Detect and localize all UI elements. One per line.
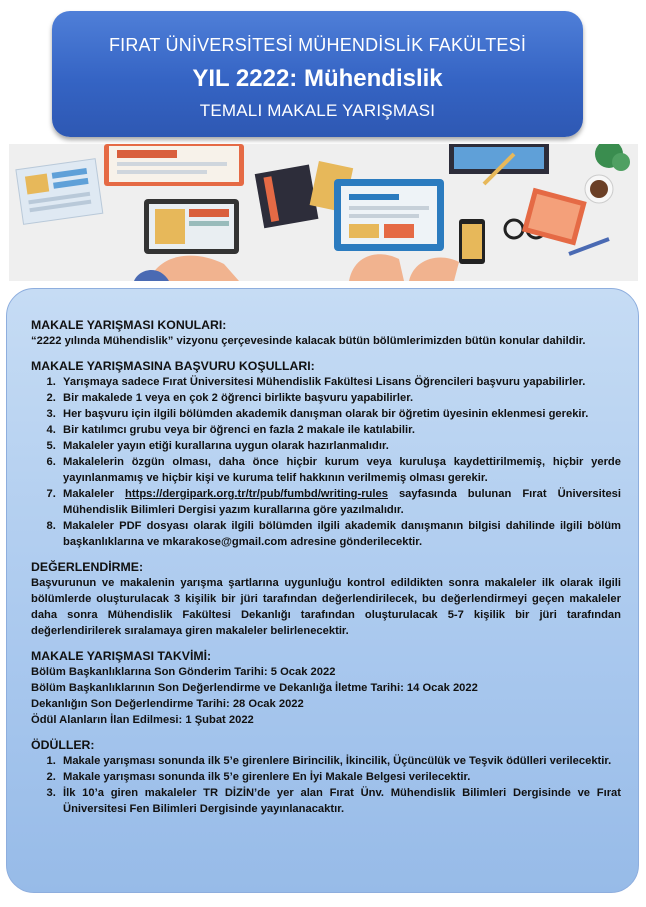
condition-item: 8. Makaleler PDF dosyası olarak ilgili bölümden ilgili akademik danışmanın bilgisi dahilinde ilgili bölüm başkanlıklarına ve mkarakose@gmail.com adresine gönderilecektir. — [59, 518, 621, 550]
topics-heading: MAKALE YARIŞMASI KONULARI: — [31, 318, 227, 332]
competition-theme: YIL 2222: Mühendislik — [192, 65, 443, 92]
announcement-panel — [6, 288, 639, 893]
award-item: 3. İlk 10’a giren makaleler TR DİZİN’de yer alan Fırat Ünv. Mühendislik Bilimleri Dergisinde ve Fırat Üniversitesi Fen Bilimleri Dergisinde yayınlanacaktır. — [59, 785, 621, 817]
condition-item: 5. Makaleler yayın etiği kurallarına uygun olarak hazırlanmalıdır. — [59, 438, 621, 454]
condition-text: sayfasında bulunan Fırat Üniversitesi Mühendislik Bilimleri Dergisi yazım kurallarına göre yazılmalıdır. — [63, 488, 622, 516]
announcement-content — [31, 317, 621, 817]
writing-rules-link[interactable]: https://dergipark.org.tr/tr/pub/fumbd/writing-rules — [125, 488, 388, 500]
awards-heading: ÖDÜLLER: — [31, 738, 95, 752]
workspace-illustration-icon — [9, 144, 638, 281]
header-banner — [52, 11, 583, 137]
evaluation-text: Başvurunun ve makalenin yarışma şartlarına uygunluğu kontrol edildikten sonra makaleler ilk olarak ilgili bölümlerde oluşturulacak 3 kişilik bir jüri tarafından değerlendirilecek, bu değerlendirmeyi geçen makaleler daha sonra Mühendislik Fakültesi Dekanlığı tarafından oluşturulacak 5-7 kişilik bir jüri tarafından değerlendirilerek sıralamaya giren makaleler belirlenecektir. — [31, 577, 621, 637]
faculty-title: FIRAT ÜNİVERSİTESİ MÜHENDİSLİK FAKÜLTESİ — [108, 35, 527, 55]
condition-item: 1. Yarışmaya sadece Fırat Üniversitesi Mühendislik Fakültesi Lisans Öğrencileri başvuru yapabilirler. — [59, 374, 621, 390]
award-item: 2. Makale yarışması sonunda ilk 5’e girenlere En İyi Makale Belgesi verilecektir. — [59, 769, 621, 785]
evaluation-heading: DEĞERLENDİRME: — [31, 560, 144, 574]
schedule-heading: MAKALE YARIŞMASI TAKVİMİ: — [31, 649, 212, 663]
schedule-line: Ödül Alanların İlan Edilmesi: 1 Şubat 2022 — [31, 714, 254, 726]
conditions-heading: MAKALE YARIŞMASINA BAŞVURU KOŞULLARI: — [31, 359, 315, 373]
conditions-list — [31, 374, 621, 550]
schedule-line: Bölüm Başkanlıklarının Son Değerlendirme ve Dekanlığa İletme Tarihi: 14 Ocak 2022 — [31, 682, 478, 694]
condition-item: 6. Makalelerin özgün olması, daha önce hiçbir kurum veya kuruluşa kaydettirilmemiş, hiçbir yerde yayınlanmamış ve hiçbir kişi ve kuruma telif hakkının verilmemiş olması gerekir. — [59, 454, 621, 486]
topics-text: “2222 yılında Mühendislik” vizyonu çerçevesinde kalacak bütün bölümlerimizden bütün konular dahildir. — [31, 335, 586, 347]
schedule-line: Bölüm Başkanlıklarına Son Gönderim Tarihi: 5 Ocak 2022 — [31, 666, 336, 678]
competition-subtitle: TEMALI MAKALE YARIŞMASI — [199, 101, 436, 120]
condition-text: Makaleler — [63, 488, 126, 500]
schedule-line: Dekanlığın Son Değerlendirme Tarihi: 28 Ocak 2022 — [31, 698, 304, 710]
award-item: 1. Makale yarışması sonunda ilk 5’e girenlere Birincilik, İkincilik, Üçüncülük ve Teşvik ödülleri verilecektir. — [59, 753, 621, 769]
condition-item: 3. Her başvuru için ilgili bölümden akademik danışman olarak bir öğretim üyesinin eklenmesi gerekir. — [59, 406, 621, 422]
condition-item — [59, 486, 621, 518]
condition-item: 4. Bir katılımcı grubu veya bir öğrenci en fazla 2 makale ile katılabilir. — [59, 422, 621, 438]
awards-list — [31, 753, 621, 817]
condition-item: 2. Bir makalede 1 veya en çok 2 öğrenci birlikte başvuru yapabilirler. — [59, 390, 621, 406]
